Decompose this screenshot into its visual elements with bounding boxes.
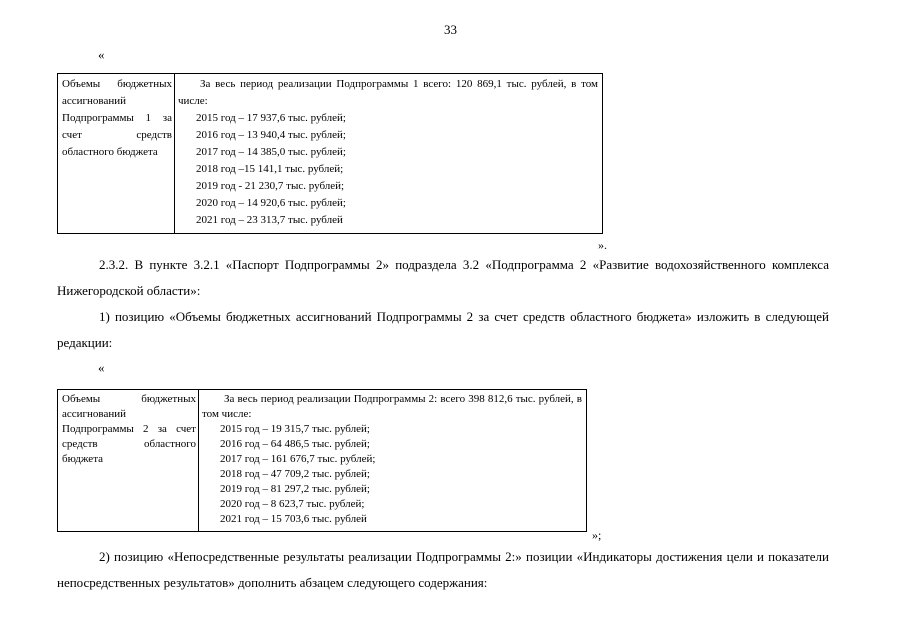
- table1-year-row: 2020 год – 14 920,6 тыс. рублей;: [196, 197, 346, 209]
- paragraph-item-2: 2) позицию «Непосредственные результаты реализации Подпрограммы 2:» позиции «Индикаторы достижения цели и показатели непосредственных результатов» дополнить абзацем следующего содержания:: [57, 549, 829, 590]
- table1-right-cell: [175, 74, 603, 234]
- table2-right-cell: [199, 390, 587, 532]
- table2-year-row: 2021 год – 15 703,6 тыс. рублей: [220, 513, 367, 525]
- table2-year-row: 2016 год – 64 486,5 тыс. рублей;: [220, 438, 370, 450]
- budget-table-subprogram-1: [57, 73, 603, 234]
- table1-year-row: 2018 год –15 141,1 тыс. рублей;: [196, 163, 344, 175]
- paragraph-2-3-2: 2.3.2. В пункте 3.2.1 «Паспорт Подпрограммы 2» подраздела 3.2 «Подпрограмма 2 «Развитие водохозяйственного комплекса Нижегородской области»:: [57, 257, 829, 298]
- table1-left-label: Объемы бюджетных ассигнований Подпрограммы 1 за счет средств областного бюджета: [58, 74, 175, 234]
- table1-total: За весь период реализации Подпрограммы 1 всего: 120 869,1 тыс. рублей, в том числе:: [178, 78, 598, 107]
- table1-close-quote: ».: [598, 238, 607, 252]
- table1-year-row: 2021 год – 23 313,7 тыс. рублей: [196, 214, 343, 226]
- table2-year-row: 2017 год – 161 676,7 тыс. рублей;: [220, 453, 376, 465]
- table1-year-row: 2016 год – 13 940,4 тыс. рублей;: [196, 129, 346, 141]
- table2-open-quote: «: [98, 360, 105, 375]
- table2-total: За весь период реализации Подпрограммы 2: всего 398 812,6 тыс. рублей, в том числе:: [202, 393, 582, 420]
- table2-year-row: 2018 год – 47 709,2 тыс. рублей;: [220, 468, 370, 480]
- paragraph-item-1: 1) позицию «Объемы бюджетных ассигнований Подпрограммы 2 за счет средств областного бюджета» изложить в следующей редакции:: [57, 309, 829, 350]
- table2-close-quote: »;: [592, 528, 602, 542]
- table1-year-row: 2015 год – 17 937,6 тыс. рублей;: [196, 112, 346, 124]
- table2-year-row: 2015 год – 19 315,7 тыс. рублей;: [220, 423, 370, 435]
- table2-year-row: 2019 год – 81 297,2 тыс. рублей;: [220, 483, 370, 495]
- table1-year-row: 2019 год - 21 230,7 тыс. рублей;: [196, 180, 345, 192]
- table2-year-row: 2020 год – 8 623,7 тыс. рублей;: [220, 498, 365, 510]
- budget-table-subprogram-2: [57, 389, 587, 532]
- page-number: 33: [444, 22, 457, 37]
- table1-year-row: 2017 год – 14 385,0 тыс. рублей;: [196, 146, 346, 158]
- table2-left-label: Объемы бюджетных ассигнований Подпрограммы 2 за счет средств областного бюджета: [58, 390, 199, 532]
- table1-open-quote: «: [98, 47, 105, 62]
